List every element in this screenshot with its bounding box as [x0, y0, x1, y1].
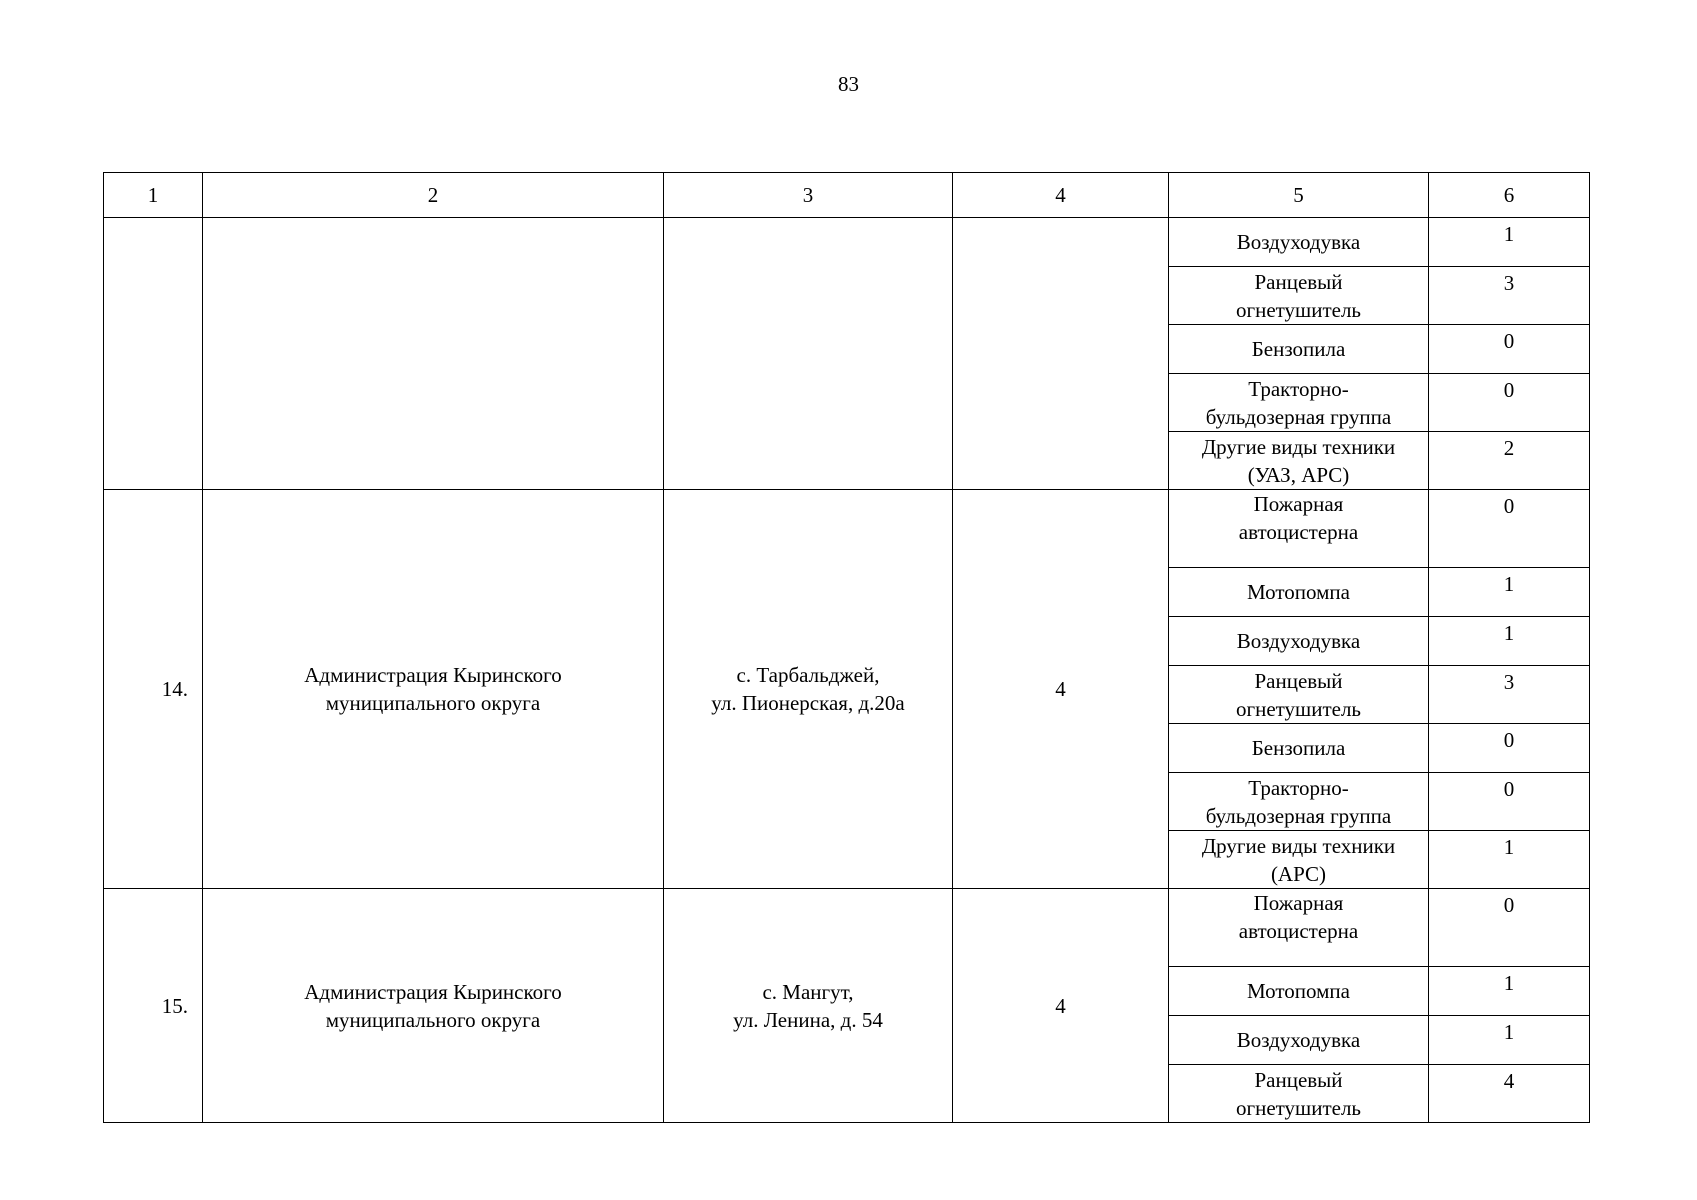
equipment-qty: 0: [1429, 889, 1590, 967]
equipment-qty: 3: [1429, 267, 1590, 325]
organization-cell: [203, 218, 664, 490]
count-cell: 4: [953, 889, 1169, 1123]
organization-cell: Администрация Кыринского муниципального округа: [203, 490, 664, 889]
equipment-name: Пожарная автоцистерна: [1169, 490, 1429, 568]
equipment-name: Воздуходувка: [1169, 1016, 1429, 1065]
table-row: [104, 218, 1590, 267]
equipment-qty: 4: [1429, 1065, 1590, 1123]
count-cell: [953, 218, 1169, 490]
equipment-qty: 1: [1429, 831, 1590, 889]
equipment-qty: 1: [1429, 967, 1590, 1016]
address-cell: [664, 218, 953, 490]
equipment-name: Тракторно- бульдозерная группа: [1169, 773, 1429, 831]
equipment-qty: 0: [1429, 374, 1590, 432]
equipment-qty: 1: [1429, 617, 1590, 666]
address-cell: с. Мангут, ул. Ленина, д. 54: [664, 889, 953, 1123]
equipment-name: Ранцевый огнетушитель: [1169, 1065, 1429, 1123]
equipment-name: Воздуходувка: [1169, 617, 1429, 666]
equipment-qty: 1: [1429, 568, 1590, 617]
page-number: 83: [838, 72, 859, 96]
row-number-cell: 14.: [104, 490, 203, 889]
header-cell: 5: [1169, 173, 1429, 218]
equipment-name: Мотопомпа: [1169, 967, 1429, 1016]
header-cell: 6: [1429, 173, 1590, 218]
header-cell: 2: [203, 173, 664, 218]
equipment-name: Другие виды техники (АРС): [1169, 831, 1429, 889]
header-cell: 1: [104, 173, 203, 218]
row-number-cell: [104, 218, 203, 490]
equipment-name: Воздуходувка: [1169, 218, 1429, 267]
equipment-name: Бензопила: [1169, 325, 1429, 374]
equipment-name: Другие виды техники (УАЗ, АРС): [1169, 432, 1429, 490]
organization-cell: Администрация Кыринского муниципального округа: [203, 889, 664, 1123]
equipment-name: Бензопила: [1169, 724, 1429, 773]
equipment-qty: 3: [1429, 666, 1590, 724]
header-row: [104, 173, 1590, 218]
row-number-cell: 15.: [104, 889, 203, 1123]
equipment-qty: 0: [1429, 490, 1590, 568]
equipment-name: Ранцевый огнетушитель: [1169, 666, 1429, 724]
address-cell: с. Тарбальджей, ул. Пионерская, д.20а: [664, 490, 953, 889]
equipment-name: Тракторно- бульдозерная группа: [1169, 374, 1429, 432]
equipment-qty: 0: [1429, 724, 1590, 773]
header-cell: 4: [953, 173, 1169, 218]
table-row: [104, 889, 1590, 967]
equipment-qty: 1: [1429, 1016, 1590, 1065]
table-row: [104, 490, 1590, 568]
equipment-name: Ранцевый огнетушитель: [1169, 267, 1429, 325]
equipment-name: Мотопомпа: [1169, 568, 1429, 617]
equipment-name: Пожарная автоцистерна: [1169, 889, 1429, 967]
equipment-qty: 0: [1429, 773, 1590, 831]
count-cell: 4: [953, 490, 1169, 889]
equipment-qty: 1: [1429, 218, 1590, 267]
equipment-qty: 0: [1429, 325, 1590, 374]
equipment-table: [103, 172, 1590, 1123]
header-cell: 3: [664, 173, 953, 218]
equipment-qty: 2: [1429, 432, 1590, 490]
